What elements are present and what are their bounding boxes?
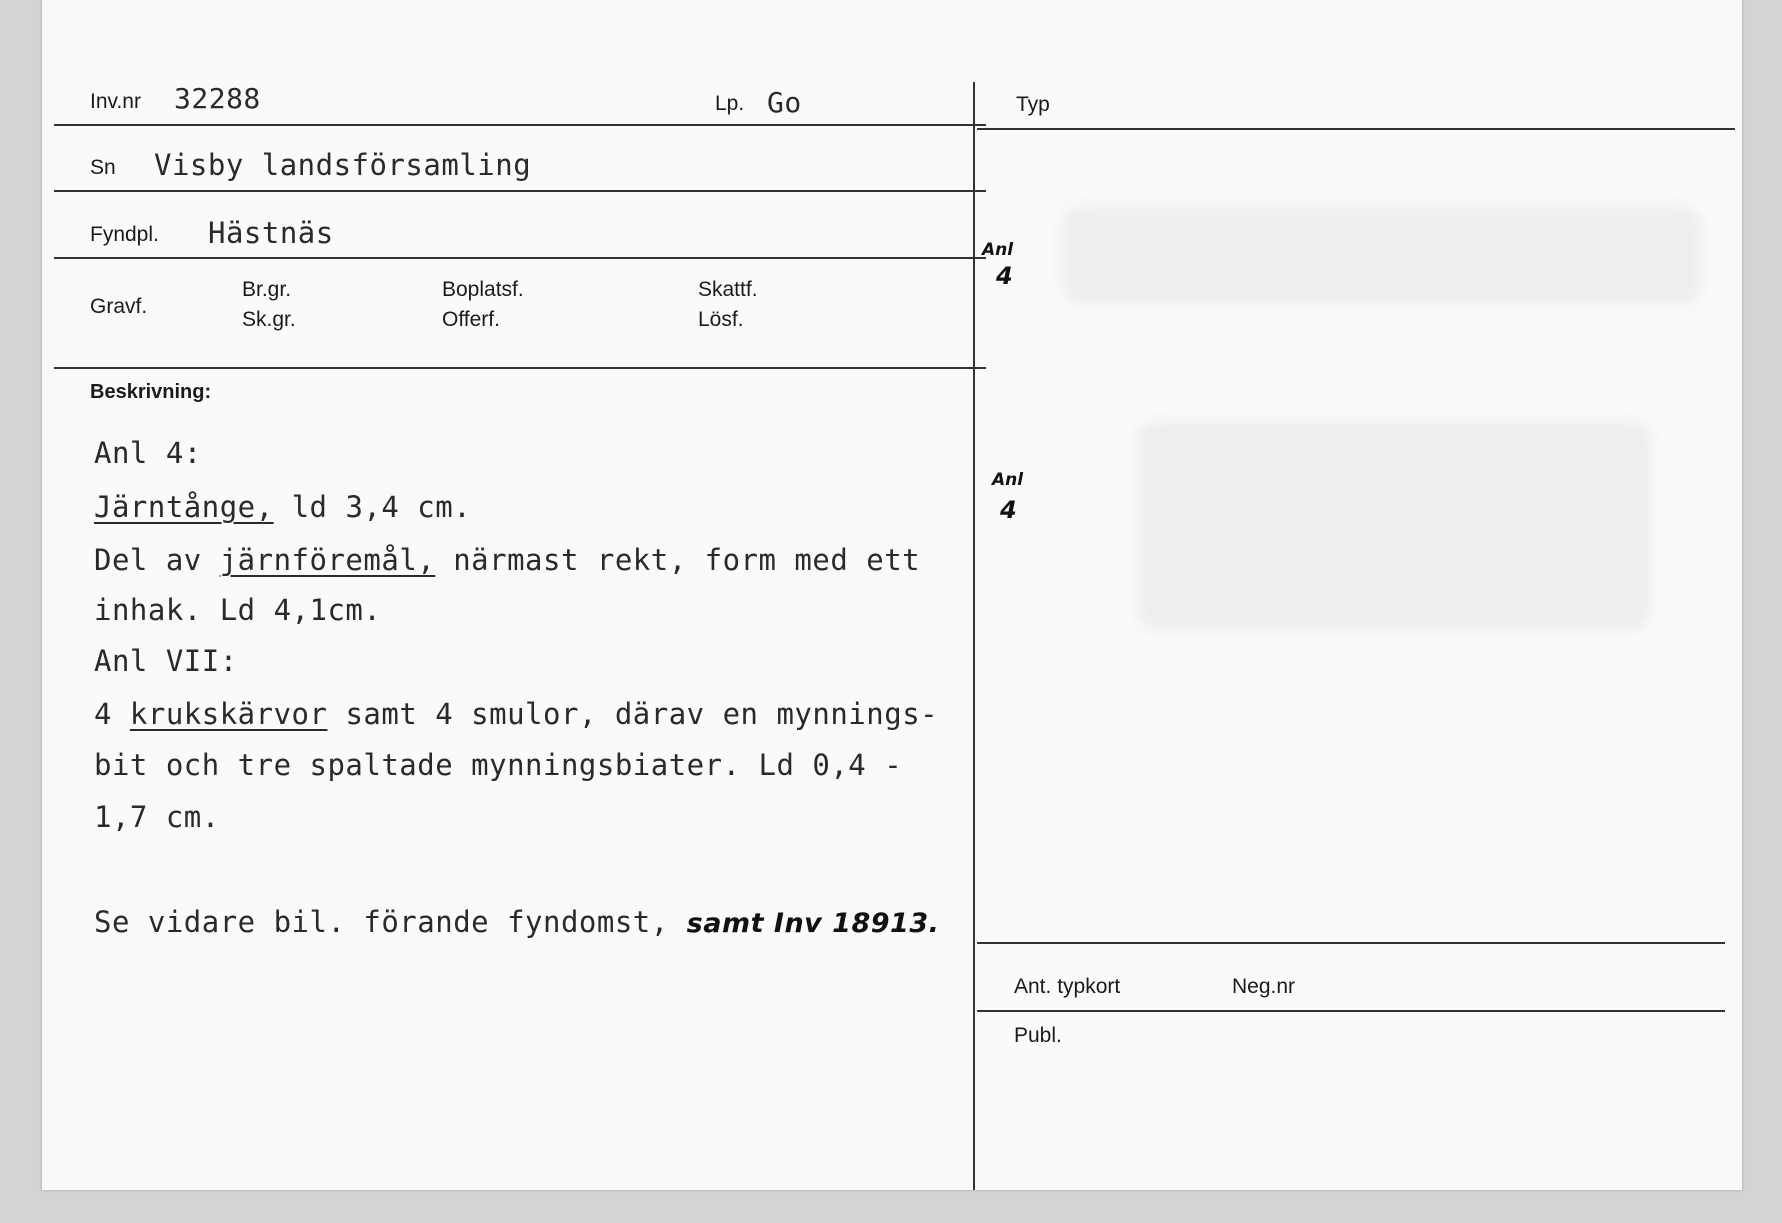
handwritten-note: samt Inv 18913. (686, 908, 940, 939)
description-line (94, 644, 238, 678)
margin-note-top: Anl (992, 470, 1024, 490)
inv-value: 32288 (174, 82, 261, 115)
losf-label: Lösf. (698, 308, 744, 331)
description-text: Anl 4: (94, 436, 202, 470)
divider (54, 367, 986, 369)
brgr-label: Br.gr. (242, 278, 292, 301)
typ-label: Typ (1016, 93, 1050, 116)
divider (977, 942, 1725, 944)
description-text: Se vidare bil. förande fyndomst, (94, 905, 669, 939)
description-line (94, 490, 471, 524)
description-label: Beskrivning: (90, 381, 212, 403)
divider (977, 128, 1735, 130)
offerf-label: Offerf. (442, 308, 500, 331)
lp-value: Go (767, 86, 802, 119)
site-label: Fyndpl. (90, 223, 159, 246)
margin-note-top: Anl (982, 240, 1014, 260)
description-line (94, 905, 939, 939)
divider (54, 124, 986, 126)
erased-mark (1062, 205, 1702, 305)
description-line (94, 800, 220, 834)
divider (977, 1010, 1725, 1012)
description-text: samt 4 smulor, därav en mynnings- (327, 697, 939, 731)
object-term: järnföremål, (219, 543, 436, 577)
description-text: närmast rekt, form med ett (435, 543, 921, 577)
margin-note-bottom: 4 (996, 262, 1013, 290)
column-divider (973, 82, 975, 1190)
description-text: Del av (94, 543, 220, 577)
divider (54, 190, 986, 192)
description-text: 1,7 cm. (94, 800, 220, 834)
erased-mark (1137, 420, 1652, 630)
description-line (94, 697, 938, 731)
site-value: Hästnäs (208, 216, 334, 250)
lp-label: Lp. (715, 92, 745, 115)
description-text: inhak. Ld 4,1cm. (94, 593, 382, 627)
description-text: Anl VII: (94, 644, 238, 678)
parish-value: Visby landsförsamling (154, 148, 532, 182)
object-term: krukskärvor (129, 697, 328, 731)
neg-nr-label: Neg.nr (1232, 975, 1296, 998)
description-line (94, 543, 920, 577)
object-term: Järntånge, (94, 490, 274, 524)
description-line (94, 436, 202, 470)
description-text: 4 (94, 697, 130, 731)
description-text: bit och tre spaltade mynningsbiater. Ld 0,4 - (94, 748, 903, 782)
parish-label: Sn (90, 156, 116, 179)
skattf-label: Skattf. (698, 278, 758, 301)
margin-note-bottom: 4 (1000, 496, 1017, 524)
description-line (94, 593, 381, 627)
skgr-label: Sk.gr. (242, 308, 296, 331)
gravf-label: Gravf. (90, 295, 148, 318)
publ-label: Publ. (1014, 1024, 1062, 1047)
ant-typkort-label: Ant. typkort (1014, 975, 1121, 998)
divider (54, 257, 986, 259)
catalog-card (42, 0, 1742, 1190)
boplatsf-label: Boplatsf. (442, 278, 524, 301)
description-line (94, 748, 902, 782)
description-text: ld 3,4 cm. (273, 490, 472, 524)
inv-label: Inv.nr (90, 90, 141, 113)
